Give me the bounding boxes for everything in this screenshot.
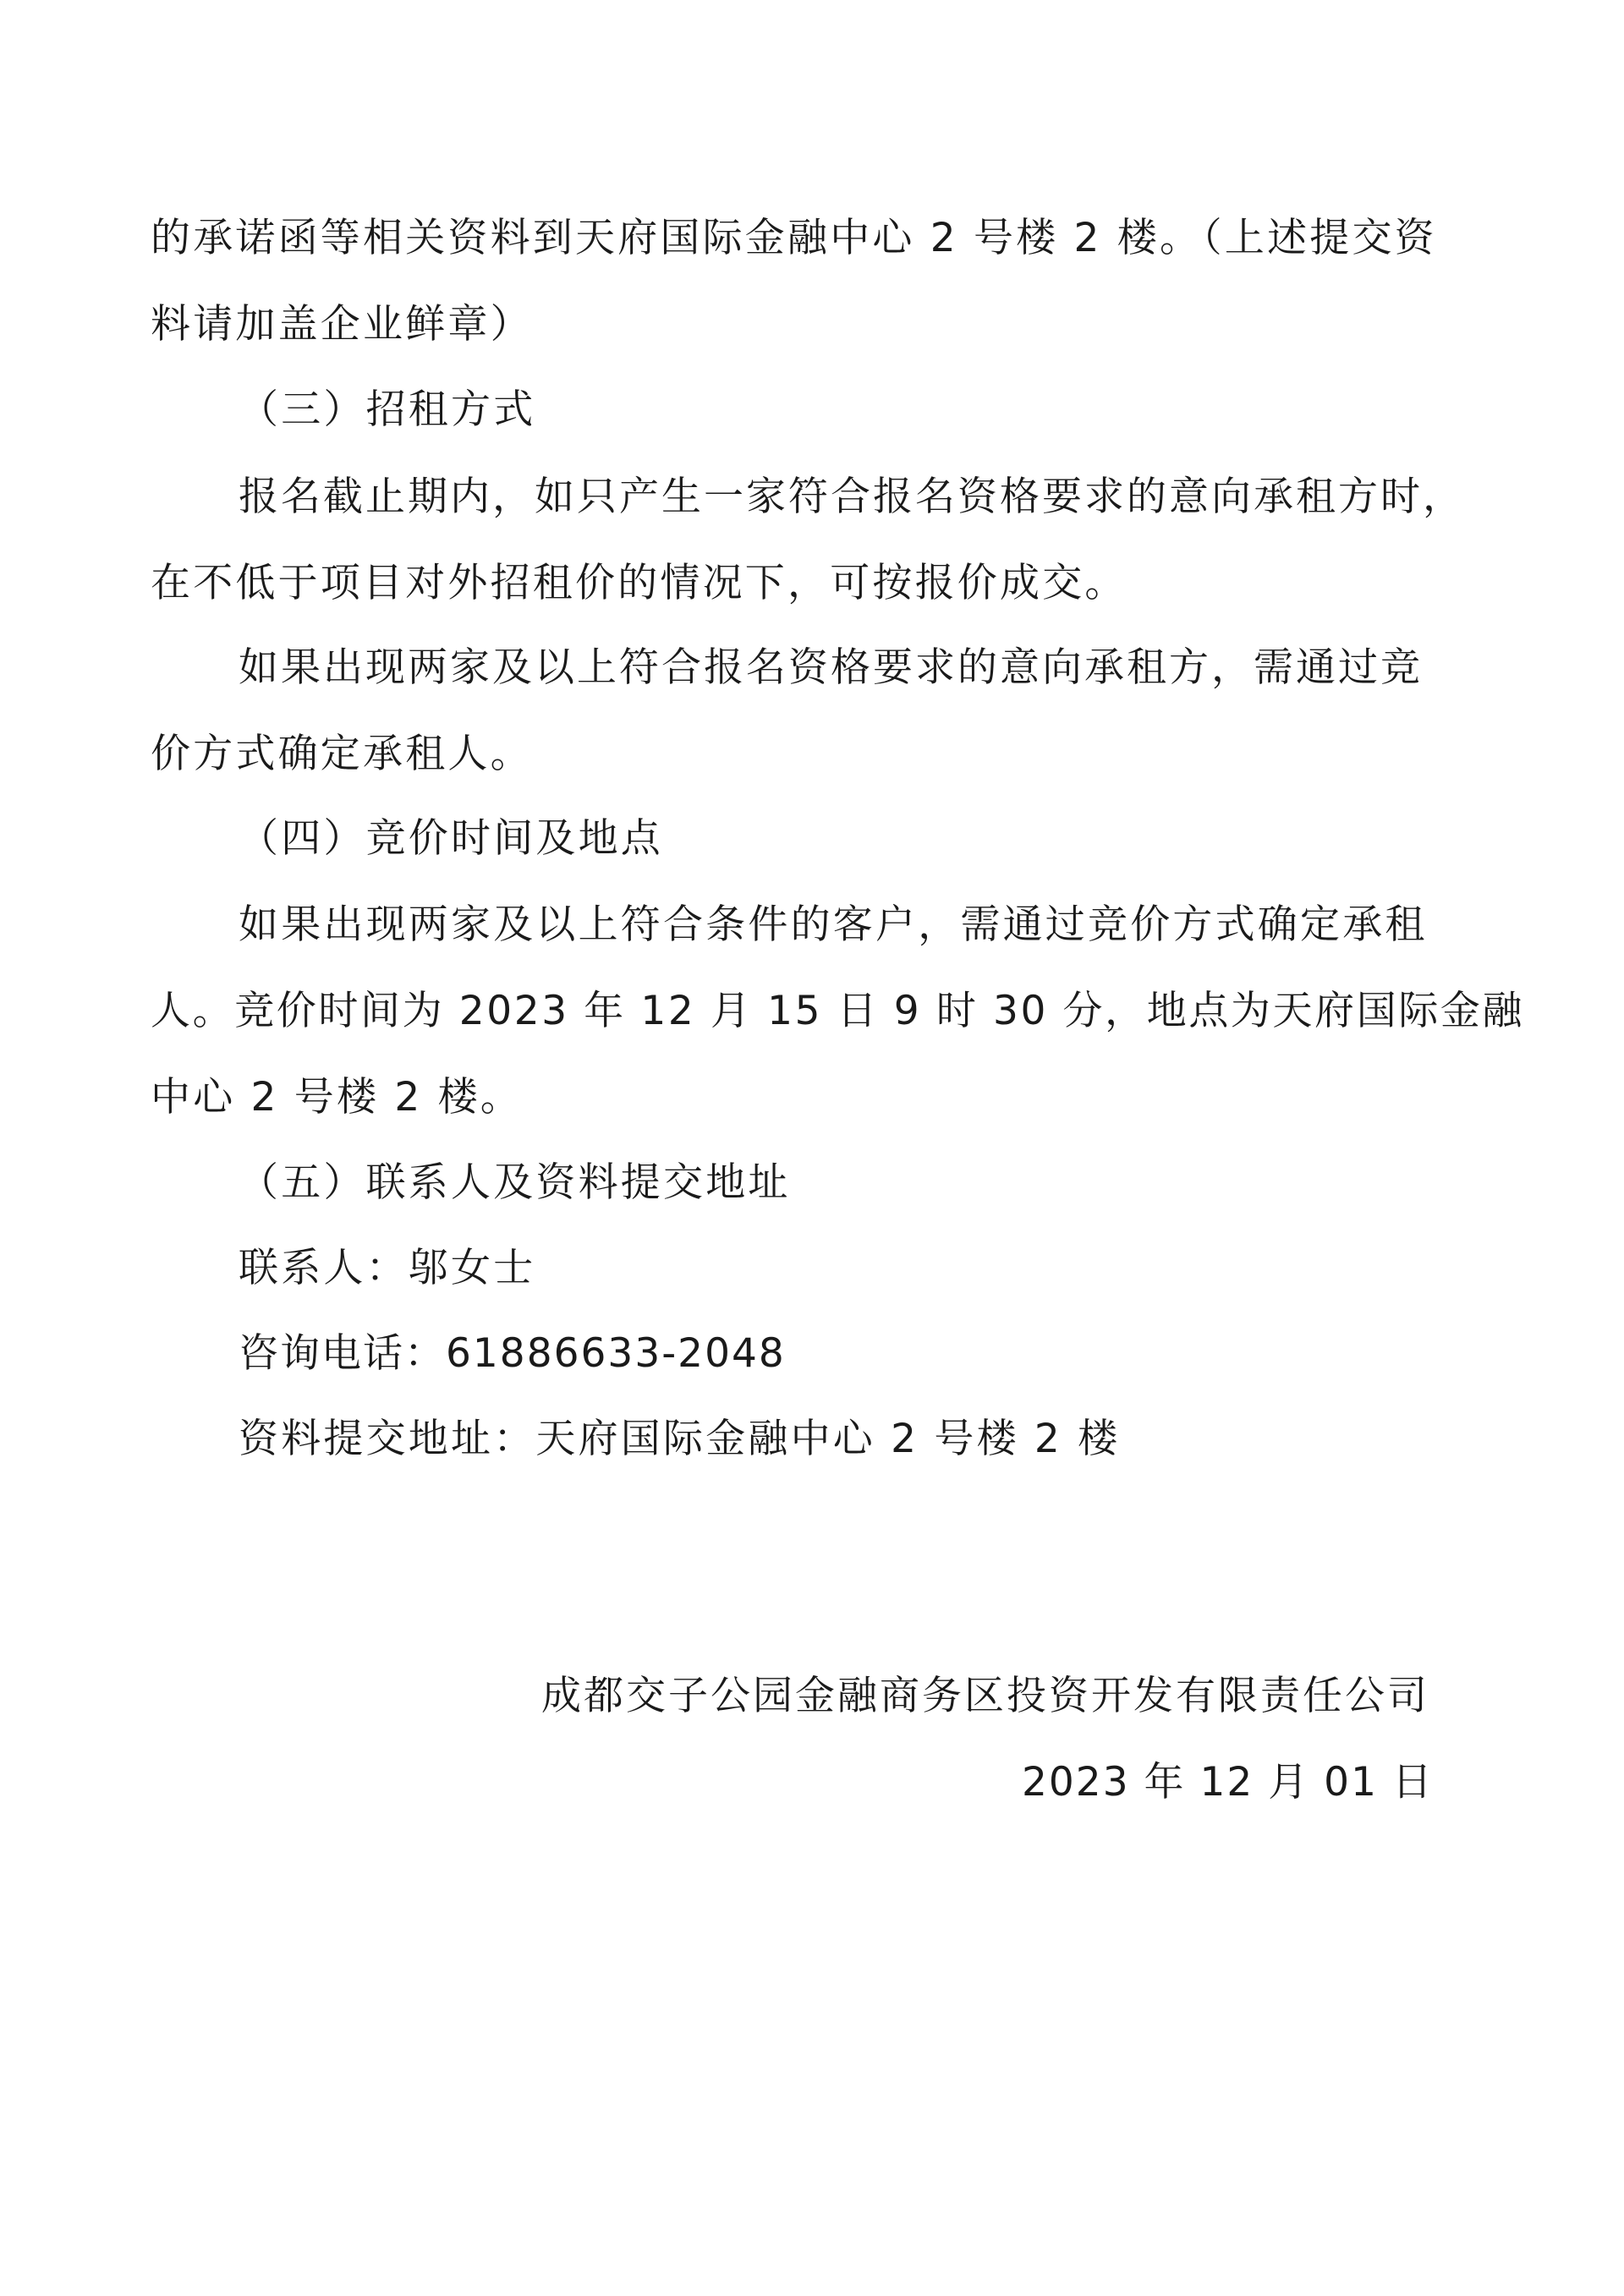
contact-phone: 咨询电话：61886633-2048 (239, 1330, 786, 1377)
section-heading-4: （四）竞价时间及地点 (239, 815, 663, 862)
paragraph-line: 中心 2 号楼 2 楼。 (151, 1074, 523, 1121)
section-heading-5: （五）联系人及资料提交地址 (239, 1159, 791, 1206)
signature-date: 2023 年 12 月 01 日 (1022, 1759, 1434, 1806)
paragraph-line: 人。竞价时间为 2023 年 12 月 15 日 9 时 30 分，地点为天府国际金融 (151, 988, 1525, 1034)
paragraph-line: 如果出现两家及以上符合条件的客户，需通过竞价方式确定承租 (239, 901, 1428, 948)
paragraph-line: 价方式确定承租人。 (151, 731, 533, 777)
section-heading-3: （三）招租方式 (239, 386, 536, 433)
paragraph-line: 料请加盖企业鲜章） (151, 301, 533, 348)
contact-person: 联系人：邬女士 (239, 1245, 536, 1291)
paragraph-line: 的承诺函等相关资料到天府国际金融中心 2 号楼 2 楼。（上述提交资 (151, 215, 1437, 261)
paragraph-line: 如果出现两家及以上符合报名资格要求的意向承租方，需通过竞 (239, 644, 1423, 691)
submission-address: 资料提交地址：天府国际金融中心 2 号楼 2 楼 (239, 1416, 1121, 1462)
paragraph-line: 在不低于项目对外招租价的情况下，可按报价成交。 (151, 560, 1127, 606)
signature-company: 成都交子公园金融商务区投资开发有限责任公司 (541, 1673, 1429, 1719)
paragraph-line: 报名截止期内，如只产生一家符合报名资格要求的意向承租方时， (239, 474, 1465, 520)
